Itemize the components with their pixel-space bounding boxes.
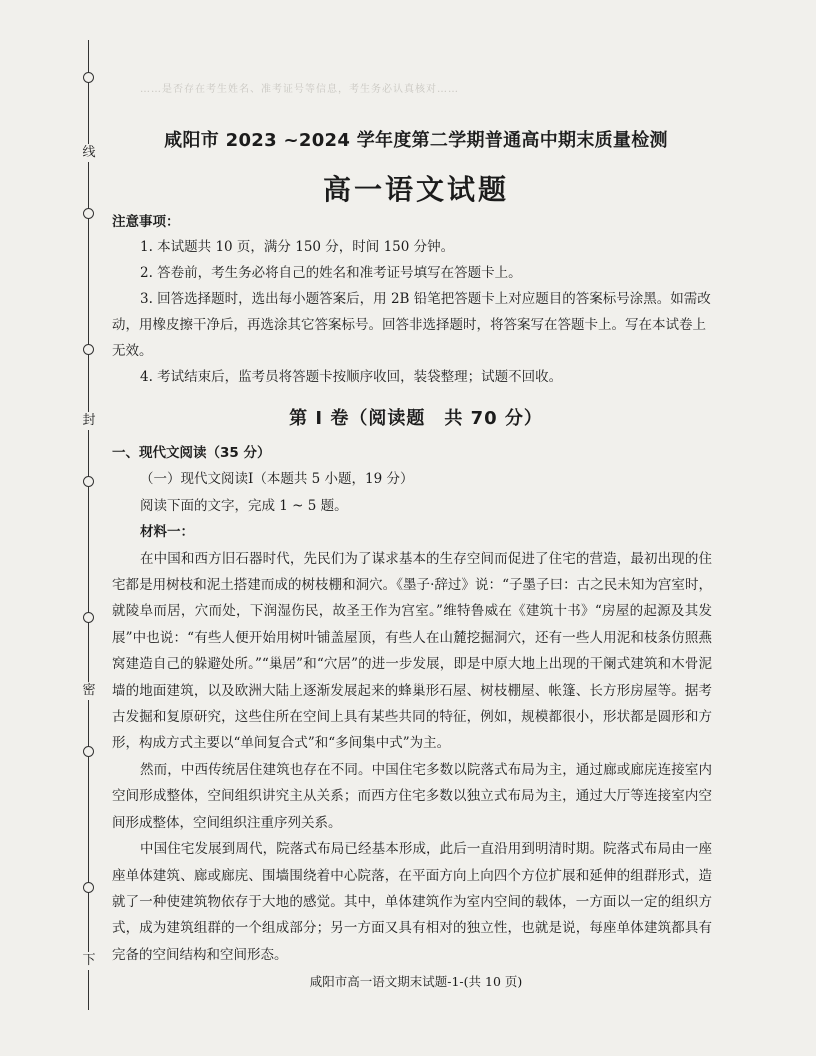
reading-section (112, 440, 712, 968)
binding-mark-xia: 下 (80, 952, 98, 970)
binding-hole (83, 476, 94, 487)
exam-title: 咸阳市 2023 ~2024 学年度第二学期普通高中期末质量检测 (164, 130, 668, 151)
notice-item: 1. 本试题共 10 页，满分 150 分，时间 150 分钟。 (140, 239, 455, 255)
part-heading: 一、现代文阅读（35 分） (112, 445, 271, 461)
binding-mark-mi: 密 (80, 682, 98, 700)
binding-margin (78, 40, 100, 1010)
sub-heading: （一）现代文阅读Ⅰ（本题共 5 小题，19 分） (140, 471, 414, 488)
binding-hole (83, 208, 94, 219)
paragraph: 在中国和西方旧石器时代，先民们为了谋求基本的生存空间而促进了住宅的营造，最初出现的住宅都是用树枝和泥土搭建而成的树枝棚和洞穴。《墨子·辞过》说：“子墨子曰：古之民未知为宫室时，就陵阜而居，穴而处，下润湿伤民，故圣王作为宫室。”维特鲁威在《建筑十书》“房屋的起源及其发展”中也说：“有些人便开始用树叶铺盖屋顶，有些人在山麓挖掘洞穴，还有一些人用泥和枝条仿照燕窝建造自己的躲避处所。”“巢居”和“穴居”的进一步发展，即是中原大地上出现的干阑式建筑和木骨泥墙的地面建筑，以及欧洲大陆上逐渐发展起来的蜂巢形石屋、树枝棚屋、帐篷、长方形房屋等。据考古发掘和复原研究，这些住所在空间上具有某些共同的特征，例如，规模都很小，形状都是圆形和方形，构成方式主要以“单间复合式”和“多间集中式”为主。 (112, 550, 712, 752)
binding-mark-xian: 线 (80, 144, 98, 162)
instruction: 阅读下面的文字，完成 1 ~ 5 题。 (140, 497, 348, 514)
binding-hole (83, 882, 94, 893)
notice-heading: 注意事项： (112, 214, 180, 230)
notice-list (112, 234, 712, 390)
bleed-through-text: ……是否存在考生姓名、准考证号等信息，考生务必认真核对…… (140, 84, 459, 95)
binding-line (88, 40, 89, 1010)
section-title: 第 Ⅰ 卷（阅读题 共 70 分） (289, 408, 543, 429)
subject-title: 高一语文试题 (322, 173, 509, 206)
binding-mark-feng: 封 (80, 412, 98, 430)
binding-hole (83, 612, 94, 623)
paragraph: 中国住宅发展到周代，院落式布局已经基本形成，此后一直沿用到明清时期。院落式布局由一座座单体建筑、廊或廊庑、围墙围绕着中心院落，在平面方向上向四个方位扩展和延伸的组群形式，造就了一种使建筑物依存于大地的感觉。其中，单体建筑作为室内空间的载体，一方面以一定的组织方式，成为建筑组群的一个组成部分；另一方面又具有相对的独立性，也就是说，每座单体建筑都具有完备的空间结构和空间形态。 (112, 841, 712, 963)
notice-item: 4. 考试结束后，监考员将答题卡按顺序收回，装袋整理；试题不回收。 (140, 369, 563, 385)
binding-hole (83, 746, 94, 757)
notice-item: 3. 回答选择题时，选出每小题答案后，用 2B 铅笔把答题卡上对应题目的答案标号涂黑。如需改动，用橡皮擦干净后，再选涂其它答案标号。回答非选择题时，将答案写在答题卡上。写在本试卷上无效。 (112, 291, 711, 359)
material-label: 材料一： (140, 524, 194, 541)
paragraph: 然而，中西传统居住建筑也存在不同。中国住宅多数以院落式布局为主，通过廊或廊庑连接室内空间形成整体，空间组织讲究主从关系；而西方住宅多数以独立式布局为主，通过大厅等连接室内空间形成整体，空间组织注重序列关系。 (112, 761, 712, 831)
binding-hole (83, 344, 94, 355)
notice-item: 2. 答卷前，考生务必将自己的姓名和准考证号填写在答题卡上。 (140, 265, 522, 281)
binding-hole (83, 72, 94, 83)
page-footer: 咸阳市高一语文期末试题-1-(共 10 页) (309, 974, 523, 989)
